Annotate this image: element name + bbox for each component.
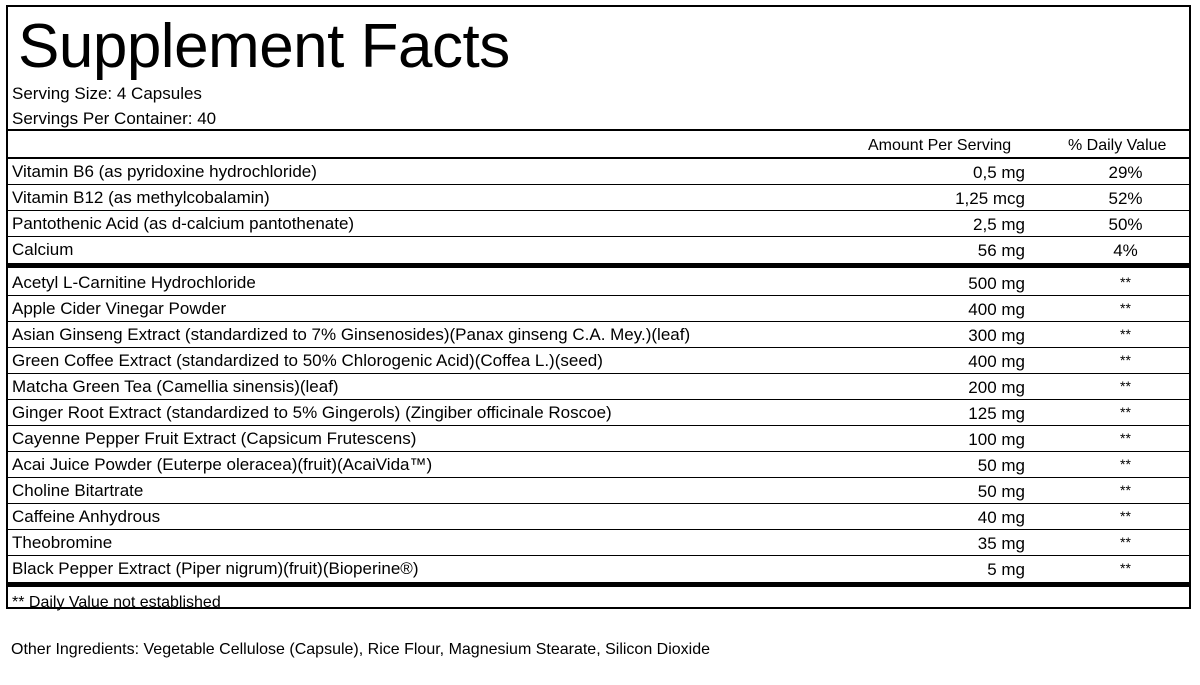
ingredient-amount: 1,25 mcg	[955, 189, 1025, 208]
thick-divider	[8, 263, 1189, 268]
table-row	[8, 504, 1189, 530]
table-row	[8, 159, 1189, 185]
ingredient-name: Pantothenic Acid (as d-calcium pantothenate)	[12, 214, 355, 233]
ingredient-name: Choline Bitartrate	[12, 481, 144, 500]
ingredient-name: Black Pepper Extract (Piper nigrum)(fruit)(Bioperine®)	[12, 559, 419, 578]
ingredient-name: Cayenne Pepper Fruit Extract (Capsicum Frutescens)	[12, 429, 417, 448]
ingredient-amount: 35 mg	[977, 534, 1025, 553]
ingredient-amount: 400 mg	[968, 352, 1025, 371]
table-row	[8, 426, 1189, 452]
ingredient-name: Matcha Green Tea (Camellia sinensis)(leaf)	[12, 377, 339, 396]
ingredient-daily-value: **	[1120, 456, 1131, 472]
ingredient-daily-value: 50%	[1108, 215, 1143, 234]
servings-per-container: Servings Per Container: 40	[12, 109, 217, 128]
ingredient-amount: 0,5 mg	[973, 163, 1025, 182]
ingredient-daily-value: **	[1120, 352, 1131, 368]
ingredient-daily-value: **	[1120, 508, 1131, 524]
ingredient-name: Green Coffee Extract (standardized to 50% Chlorogenic Acid)(Coffea L.)(seed)	[12, 351, 603, 370]
ingredient-name: Acai Juice Powder (Euterpe oleracea)(fruit)(AcaiVida™)	[12, 455, 433, 474]
ingredient-name: Calcium	[12, 240, 74, 259]
ingredient-name: Acetyl L-Carnitine Hydrochloride	[12, 273, 256, 292]
table-row	[8, 530, 1189, 556]
ingredient-daily-value: 29%	[1108, 163, 1143, 182]
table-row	[8, 374, 1189, 400]
ingredient-daily-value: **	[1120, 430, 1131, 446]
footnote: ** Daily Value not established	[12, 594, 221, 611]
ingredient-daily-value: **	[1120, 378, 1131, 394]
ingredient-daily-value: **	[1120, 560, 1131, 576]
table-row	[8, 478, 1189, 504]
table-row	[8, 452, 1189, 478]
table-row	[8, 211, 1189, 237]
table-row	[8, 237, 1189, 263]
ingredient-daily-value: **	[1120, 300, 1131, 316]
ingredient-amount: 2,5 mg	[973, 215, 1025, 234]
ingredient-amount: 400 mg	[968, 300, 1025, 319]
ingredient-amount: 5 mg	[987, 560, 1025, 579]
ingredient-name: Ginger Root Extract (standardized to 5% Gingerols) (Zingiber officinale Roscoe)	[12, 403, 612, 422]
amount-per-serving-header: Amount Per Serving	[868, 137, 1012, 154]
ingredient-amount: 125 mg	[968, 404, 1025, 423]
ingredient-name: Asian Ginseng Extract (standardized to 7% Ginsenosides)(Panax ginseng C.A. Mey.)(leaf)	[12, 325, 691, 344]
ingredient-amount: 500 mg	[968, 274, 1025, 293]
ingredient-amount: 50 mg	[977, 482, 1025, 501]
serving-size: Serving Size: 4 Capsules	[12, 84, 202, 103]
ingredient-daily-value: **	[1120, 326, 1131, 342]
ingredient-daily-value: 52%	[1108, 189, 1143, 208]
supplement-facts-panel	[6, 5, 1191, 609]
divider	[8, 129, 1189, 131]
table-row	[8, 270, 1189, 296]
table-row	[8, 185, 1189, 211]
ingredient-amount: 56 mg	[977, 241, 1025, 260]
ingredient-daily-value: **	[1120, 274, 1131, 290]
ingredient-name: Vitamin B6 (as pyridoxine hydrochloride)	[12, 162, 317, 181]
table-row	[8, 348, 1189, 374]
ingredient-name: Theobromine	[12, 533, 113, 552]
ingredient-name: Apple Cider Vinegar Powder	[12, 299, 227, 318]
daily-value-header: % Daily Value	[1068, 137, 1167, 154]
thick-divider	[8, 582, 1189, 587]
other-ingredients: Other Ingredients: Vegetable Cellulose (Capsule), Rice Flour, Magnesium Stearate, Silicon Dioxide	[11, 641, 711, 658]
ingredient-amount: 50 mg	[977, 456, 1025, 475]
table-row	[8, 322, 1189, 348]
ingredient-daily-value: **	[1120, 482, 1131, 498]
ingredient-amount: 200 mg	[968, 378, 1025, 397]
ingredient-daily-value: **	[1120, 404, 1131, 420]
table-row	[8, 556, 1189, 582]
ingredient-amount: 300 mg	[968, 326, 1025, 345]
ingredient-name: Vitamin B12 (as methylcobalamin)	[12, 188, 270, 207]
ingredient-amount: 40 mg	[977, 508, 1025, 527]
ingredient-name: Caffeine Anhydrous	[12, 507, 161, 526]
panel-title: Supplement Facts	[18, 12, 510, 81]
table-row	[8, 296, 1189, 322]
ingredient-amount: 100 mg	[968, 430, 1025, 449]
ingredient-daily-value: 4%	[1113, 241, 1138, 260]
table-row	[8, 400, 1189, 426]
ingredient-daily-value: **	[1120, 534, 1131, 550]
